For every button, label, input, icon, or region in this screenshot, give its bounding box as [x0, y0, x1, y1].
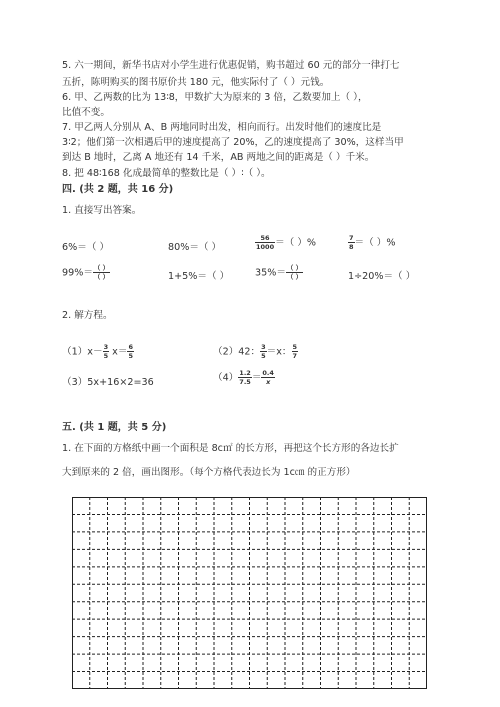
item-7-over-8: $\frac{7}{8}$ ＝（ ）%	[349, 234, 396, 251]
equation-1: （1）x－ $\frac{3}{5}$ x＝ $\frac{6}{5}$	[62, 343, 133, 360]
problem-5-line-2: 五折，陈明购买的图书原价共 180 元，他实际付了（ ）元钱。	[62, 77, 330, 88]
item-1-plus-5-percent: 1+5%＝（ ）	[168, 271, 230, 282]
grid-lines	[72, 497, 427, 689]
fraction: $\frac{( )}{( )}$	[286, 264, 303, 281]
problem-8: 8. 把 48∶168 化成最简单的整数比是（ ）∶（ ）。	[62, 168, 271, 179]
section-4-title: 四. (共 2 题，共 16 分)	[62, 184, 174, 195]
grid-paper[interactable]	[72, 497, 427, 689]
fraction: $\frac{0.4}{x}$	[262, 369, 274, 386]
item-56-over-1000: $\frac{56}{1000}$ ＝（ ）%	[256, 234, 317, 251]
fraction: $\frac{7}{8}$	[349, 234, 354, 251]
problem-7-line-1: 7. 甲乙两人分别从 A、B 两地同时出发，相向而行。出发时他们的速度比是	[62, 122, 382, 133]
question-1-title: 1. 直接写出答案。	[62, 205, 142, 216]
question-2-title: 2. 解方程。	[62, 310, 113, 321]
problem-6-line-2: 比值不变。	[62, 107, 110, 118]
problem-5-line-1: 5. 六一期间，新华书店对小学生进行优惠促销，购书超过 60 元的部分一律打七	[62, 60, 400, 71]
fraction: $\frac{6}{5}$	[128, 343, 133, 360]
problem-6-line-1: 6. 甲、乙两数的比为 13∶8，甲数扩大为原来的 3 倍，乙数要加上（ ），	[62, 92, 368, 103]
fraction: $\frac{5}{7}$	[292, 343, 298, 360]
item-35-percent: 35%＝ $\frac{( )}{( )}$	[255, 264, 303, 281]
item-1-div-20-percent: 1÷20%＝（ ）	[348, 271, 416, 282]
equation-2: （2）42： $\frac{3}{5}$ ＝x： $\frac{5}{7}$	[213, 343, 298, 360]
item-99-percent: 99%＝ $\frac{( )}{( )}$	[62, 264, 110, 281]
equation-3: （3）5x+16×2=36	[62, 377, 154, 388]
section-5-question-line-2: 大到原来的 2 倍，画出图形。（每个方格代表边长为 1c㎝ 的正方形）	[62, 467, 356, 478]
item-6-percent: 6%＝（ ）	[62, 242, 110, 253]
section-5-title: 五. (共 1 题，共 5 分)	[62, 422, 167, 433]
fraction: $\frac{( )}{( )}$	[93, 264, 110, 281]
fraction: $\frac{3}{5}$	[103, 343, 109, 360]
fraction: $\frac{1.2}{7.5}$	[239, 369, 251, 386]
problem-7-line-2: 3∶2；他们第一次相遇后甲的速度提高了 20%，乙的速度提高了 30%，这样当甲	[62, 137, 404, 148]
fraction: $\frac{3}{5}$	[261, 343, 266, 360]
fraction: $\frac{56}{1000}$	[256, 234, 275, 251]
section-5-question-line-1: 1. 在下面的方格纸中画一个面积是 8c㎡ 的长方形，再把这个长方形的各边长扩	[62, 443, 399, 454]
problem-7-line-3: 到达 B 地时，乙离 A 地还有 14 千米，AB 两地之间的距离是（ ）千米。	[62, 152, 375, 163]
item-80-percent: 80%＝（ ）	[168, 242, 222, 253]
equation-4: （4） $\frac{1.2}{7.5}$ ＝ $\frac{0.4}{x}$	[213, 369, 274, 386]
